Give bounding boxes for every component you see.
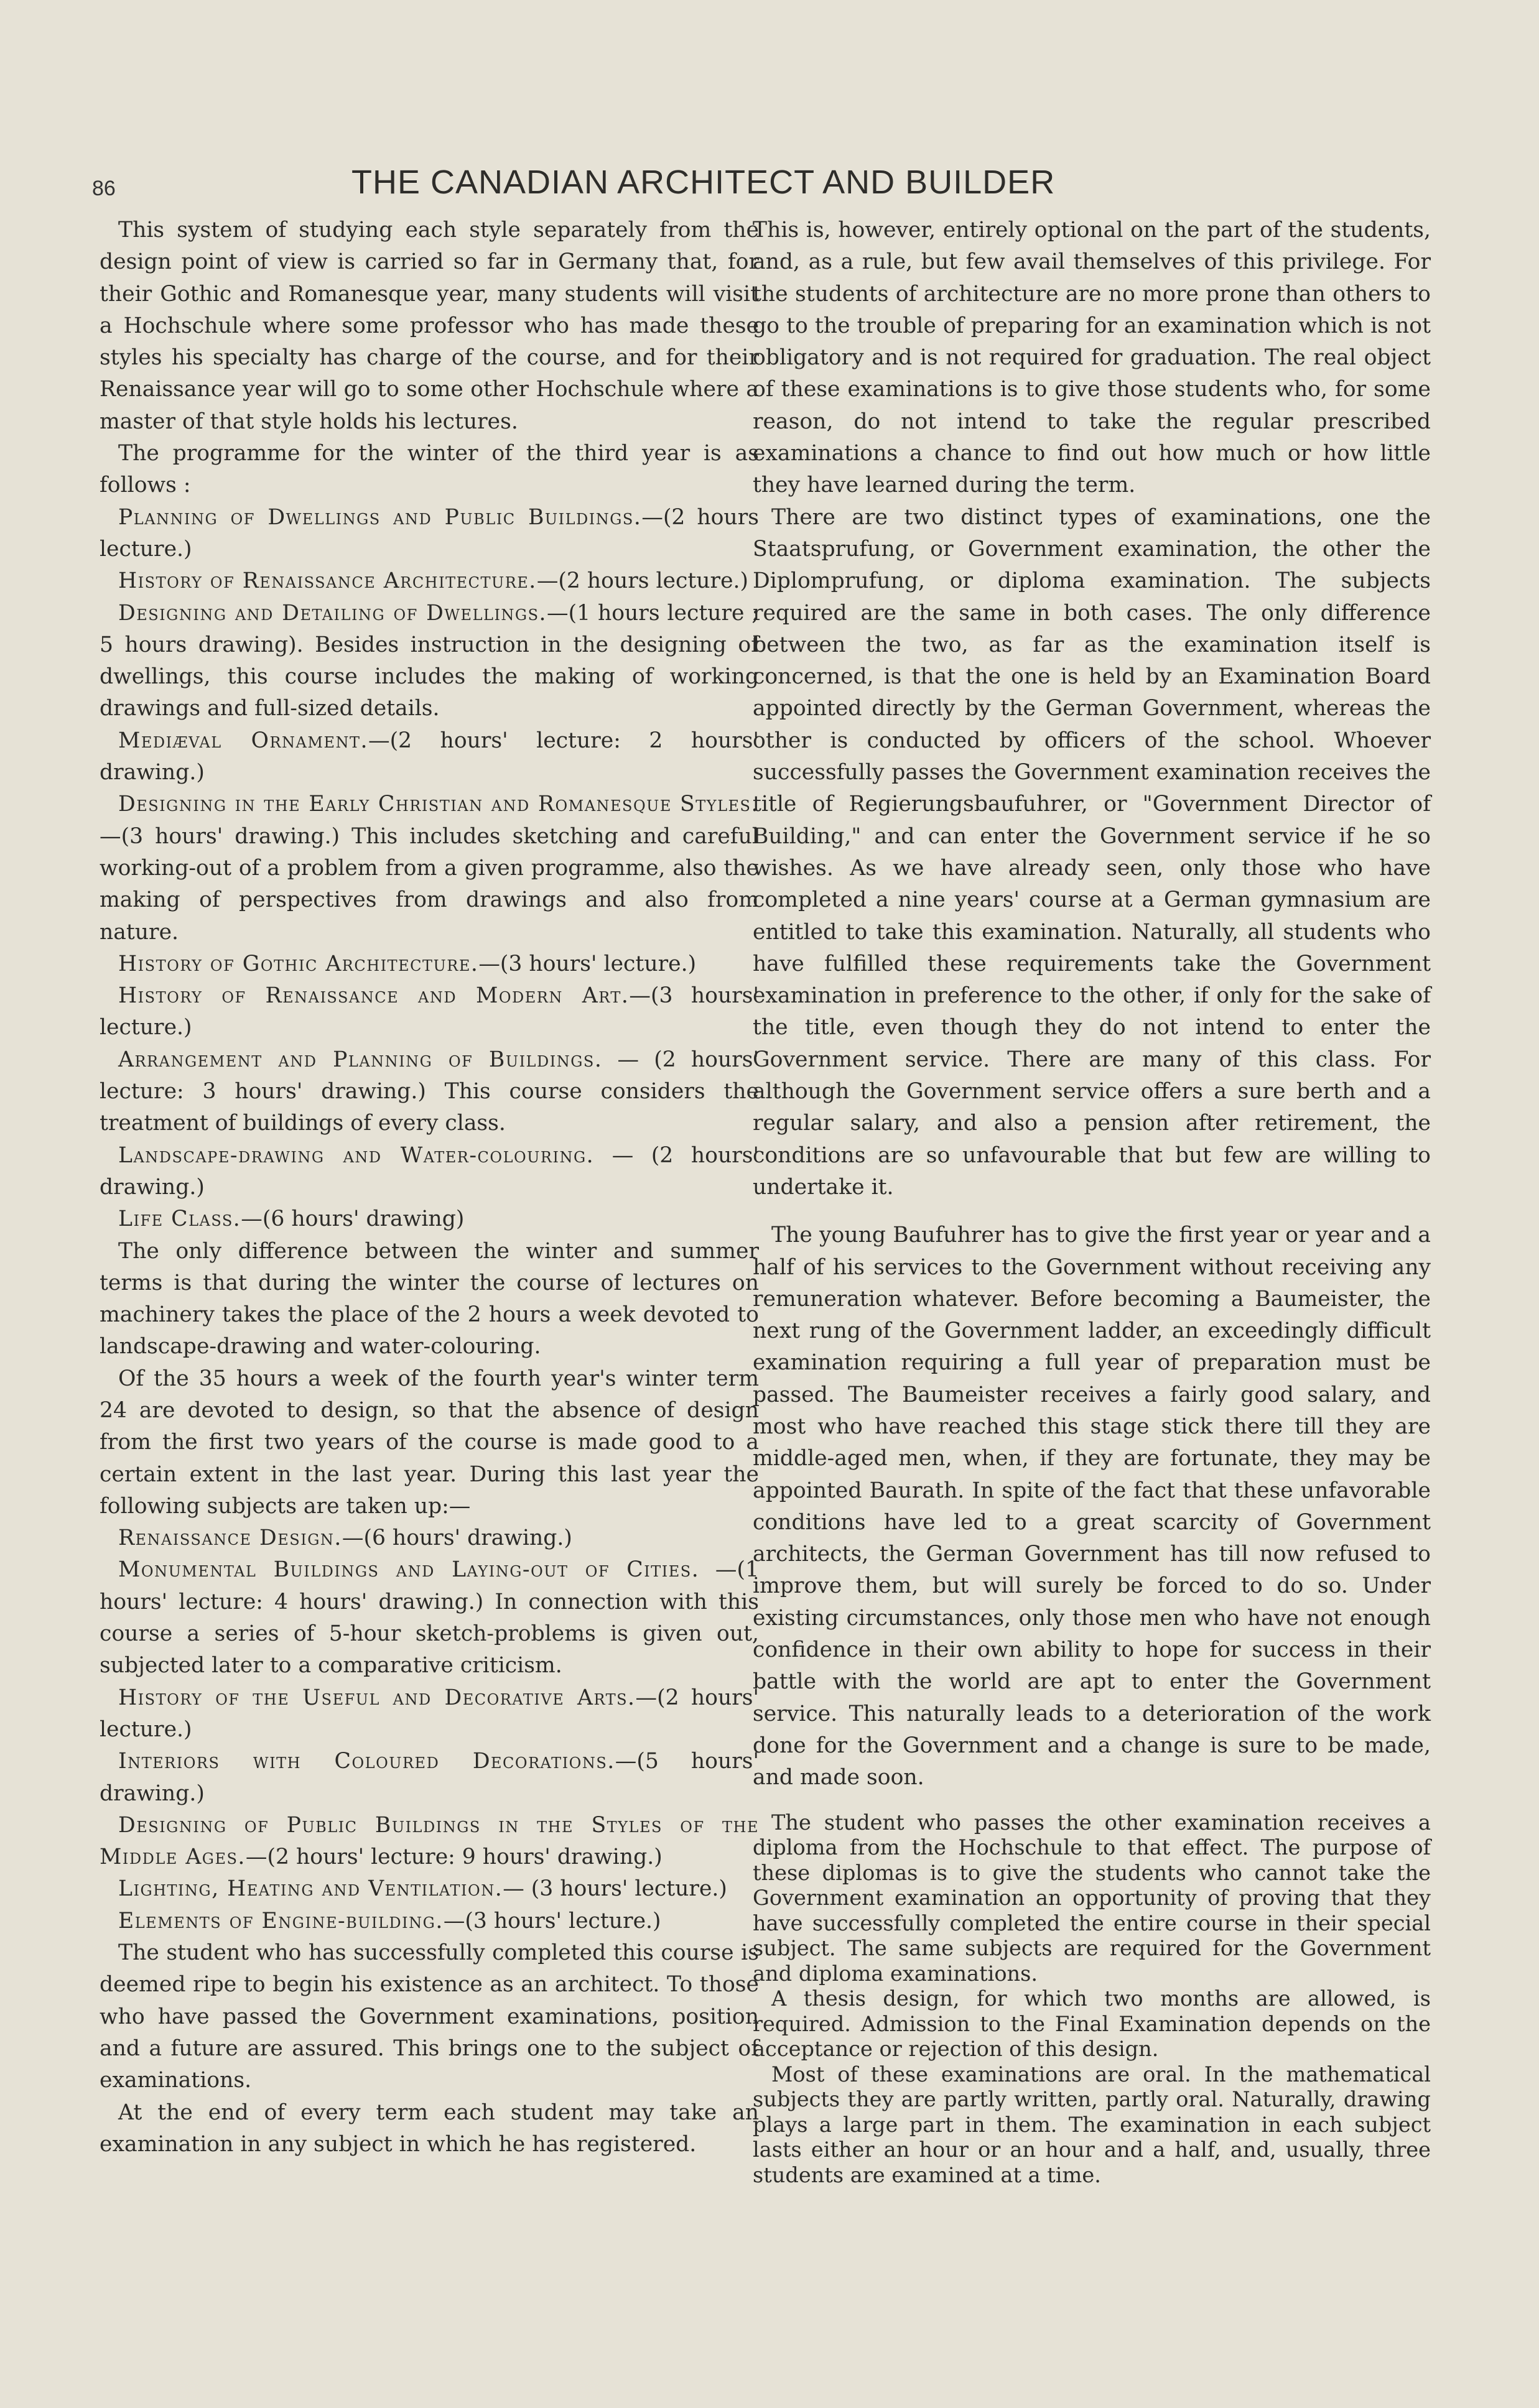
- course-details: — (2 hours' drawing.): [100, 1142, 759, 1200]
- course-entry: [100, 1554, 759, 1682]
- course-details: —(5 hours' drawing.): [100, 1749, 760, 1806]
- course-title: Mediæval Ornament.: [118, 728, 368, 753]
- course-entry: [100, 1682, 759, 1746]
- course-entry: [100, 565, 759, 597]
- course-entry: [100, 725, 759, 789]
- paragraph: Of the 35 hours a week of the fourth year's winter term 24 are devoted to design, so that the absence of design from the first two years of the course is made good to a certain extent in the last year. During this last year the following subjects are taken up:—: [100, 1366, 759, 1519]
- course-title: History of Renaissance and Modern Art.: [118, 983, 630, 1009]
- course-title: History of Renaissance Architecture.: [118, 568, 537, 594]
- paragraph: This is, however, entirely optional on the part of the students, and, as a rule, but few avail themselves of this privilege. For the students of architecture are no more prone than others to go to the trouble of preparing for an examination which is not obligatory and is not required for graduation. The real object of these examinations is to give those students who, for some reason, do not intend to take the regular prescribed examinations a chance to find out how much or how little they have learned during the term.: [753, 218, 1431, 498]
- course-title: Designing in the Early Christian and Romanesque Styles.: [118, 792, 759, 817]
- course-title: History of Gothic Architecture.: [118, 951, 479, 976]
- paragraph: The student who has successfully completed this course is deemed ripe to begin his existence as an architect. To those who have passed the Government examinations, position and a future are assured. This brings one to the subject of examinations.: [100, 1940, 759, 2093]
- course-title: Landscape-drawing and Water-colouring.: [118, 1142, 595, 1168]
- course-details: —(3 hours' lecture.): [100, 983, 759, 1040]
- course-details: —(2 hours' lecture: 9 hours' drawing.): [245, 1845, 663, 1870]
- course-details: —(1 hours' lecture: 4 hours' drawing.) In connection with this course a series of 5-hour sketch-problems is given out, subjected later to a comparative criticism.: [100, 1557, 760, 1679]
- paragraph: A thesis design, for which two months are allowed, is required. Admission to the Final Examination depends on the acceptance or rejection of this design.: [753, 1986, 1431, 2062]
- course-details: —(3 hours' lecture.): [478, 951, 697, 976]
- course-entry: [100, 1044, 759, 1140]
- course-title: Monumental Buildings and Laying-out of Cities.: [118, 1557, 700, 1583]
- course-title: Elements of Engine-building.: [118, 1908, 444, 1933]
- course-details: —(2 hours' lecture.): [100, 1685, 759, 1742]
- paragraph: Most of these examinations are oral. In the mathematical subjects they are partly written, partly oral. Naturally, drawing plays a large part in them. The examination in each subject lasts either an hour or an hour and a half, and, usually, three students are examined at a time.: [753, 2062, 1431, 2187]
- course-entry: [100, 1522, 759, 1554]
- course-entry: [100, 1873, 759, 1905]
- course-details: — (2 hours' lecture: 3 hours' drawing.) This course considers the treatment of buildings of every class.: [100, 1047, 759, 1136]
- course-title: Life Class.: [118, 1206, 241, 1232]
- course-entry: [100, 1140, 759, 1204]
- course-entry: [100, 1746, 759, 1810]
- course-details: —(2 hours lecture.): [100, 504, 759, 562]
- course-details: —(3 hours' lecture.): [443, 1908, 661, 1933]
- course-details: —(2 hours' lecture: 2 hours' drawing.): [100, 728, 759, 785]
- paragraph: At the end of every term each student may take an examination in any subject in which he has registered.: [100, 2100, 759, 2157]
- right-column: [753, 215, 1431, 2188]
- course-title: Interiors with Coloured Decorations.: [118, 1749, 615, 1774]
- course-entry: [100, 980, 759, 1044]
- course-entry: [100, 1203, 759, 1235]
- course-details: — (3 hours' lecture.): [503, 1876, 727, 1902]
- course-title: Designing and Detailing of Dwellings.: [118, 600, 547, 626]
- paragraph: The student who passes the other examination receives a diploma from the Hochschule to that effect. The purpose of these diplomas is to give the students who cannot take the Government examination an opportunity of proving that they have successfully completed the entire course in their special subject. The same subjects are required for the Government and diploma examinations.: [753, 1810, 1431, 1986]
- course-entry: [100, 1906, 759, 1937]
- left-column: [100, 215, 759, 2160]
- course-title: Planning of Dwellings and Public Buildings.: [118, 504, 642, 530]
- running-title: THE CANADIAN ARCHITECT AND BUILDER: [351, 164, 1056, 201]
- course-details: —(1 hours lecture ; 5 hours drawing). Besides instruction in the designing of dwellings, this course includes the making of working drawings and full-sized details.: [100, 600, 759, 721]
- course-entry: [100, 502, 759, 566]
- course-details: —(3 hours' drawing.) This includes sketching and careful working-out of a problem from a given programme, also the making of perspectives from drawings and also from nature.: [100, 823, 759, 945]
- course-title: History of the Useful and Decorative Arts.: [118, 1685, 636, 1710]
- course-entry: [100, 1810, 759, 1874]
- course-title: Renaissance Design.: [118, 1526, 342, 1551]
- page-number: 86: [92, 177, 116, 200]
- paragraph: This system of studying each style separately from the design point of view is carried so far in Germany that, for their Gothic and Romanesque year, many students will visit a Hochschule where some professor who has made these styles his specialty has charge of the course, and for their Renaissance year will go to some other Hochschule where a master of that style holds his lectures.: [100, 218, 759, 434]
- page-header: [87, 163, 1456, 213]
- course-title: Designing of Public Buildings in the Styles of the Middle Ages.: [100, 1812, 759, 1870]
- course-details: —(2 hours lecture.): [536, 568, 749, 594]
- paragraph: The only difference between the winter and summer terms is that during the winter the course of lectures on machinery takes the place of the 2 hours a week devoted to landscape-drawing and water-colouring.: [100, 1238, 759, 1359]
- paragraph: The programme for the winter of the third year is as follows :: [100, 441, 759, 498]
- paragraph: The young Baufuhrer has to give the first year or year and a half of his services to the Government without receiving any remuneration whatever. Before becoming a Baumeister, the next rung of the Government ladder, an exceedingly difficult examination requiring a full year of preparation must be passed. The Baumeister receives a fairly good salary, and most who have reached this stage stick there till they are middle-aged men, when, if they are fortunate, they may be appointed Baurath. In spite of the fact that these unfavorable conditions have led to a great scarcity of Government architects, the German Government has till now refused to improve them, but will surely be forced to do so. Under existing circumstances, only those men who have not enough confidence in their own ability to hope for success in their battle with the world are apt to enter the Government service. This naturally leads to a deterioration of the work done for the Government and a change is sure to be made, and made soon.: [753, 1223, 1431, 1790]
- course-title: Lighting, Heating and Ventilation.: [118, 1876, 503, 1902]
- course-title: Arrangement and Planning of Buildings.: [118, 1047, 603, 1072]
- course-entry: [100, 948, 759, 980]
- paragraph: There are two distinct types of examinations, one the Staatsprufung, or Government examination, the other the Diplomprufung, or diploma examination. The subjects required are the same in both cases. The only difference between the two, as far as the examination itself is concerned, is that the one is held by an Examination Board appointed directly by the German Government, whereas the other is conducted by officers of the school. Whoever successfully passes the Government examination receives the title of Regierungsbaufuhrer, or "Government Director of Building," and can enter the Government service if he so wishes. As we have already seen, only those who have completed a nine years' course at a German gymnasium are entitled to take this examination. Naturally, all students who have fulfilled these requirements take the Government examination in preference to the other, if only for the sake of the title, even though they do not intend to enter the Government service. There are many of this class. For although the Government service offers a sure berth and a regular salary, and also a pension after retirement, the conditions are so unfavourable that but few are willing to undertake it.: [753, 504, 1431, 1200]
- course-entry: [100, 789, 759, 948]
- course-details: —(6 hours' drawing.): [342, 1526, 572, 1551]
- course-entry: [100, 598, 759, 725]
- course-details: —(6 hours' drawing): [241, 1206, 465, 1232]
